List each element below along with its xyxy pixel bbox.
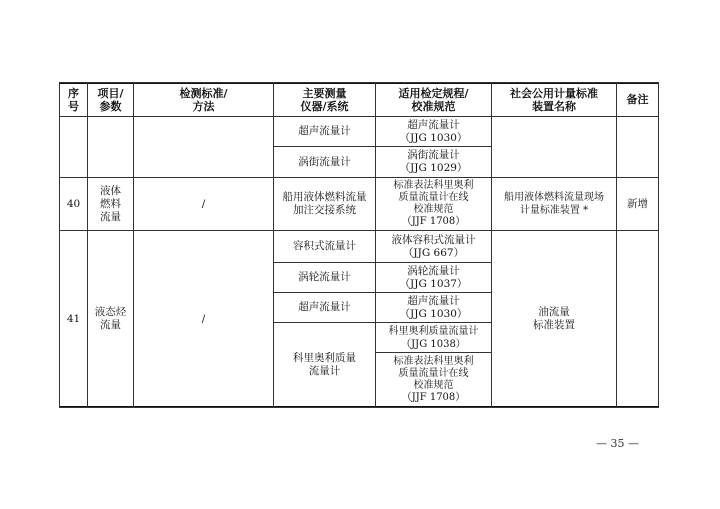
header-instrument: 主要测量 仪器/系统 <box>273 82 375 116</box>
row40-item: 液体 燃料 流量 <box>87 177 133 230</box>
header-regulation: 适用检定规程/ 校准规范 <box>375 82 491 116</box>
cont-note <box>616 116 659 177</box>
header-method: 检测标准/ 方法 <box>133 82 273 116</box>
row41-reg-jjg1038: 科里奥利质量流量计 （JJG 1038） <box>375 322 491 352</box>
header-item: 项目/ 参数 <box>87 82 133 116</box>
row40-standard: 船用液体燃料流量现场 计量标准装置 * <box>491 177 616 230</box>
row41-item: 液态烃 流量 <box>87 230 133 408</box>
row41-reg-jjg667: 液体容积式流量计 （JJG 667） <box>375 230 491 262</box>
standards-table <box>59 82 659 408</box>
row40-regulation: 标准表法科里奥利 质量流量计在线 校准规范 （JJF 1708） <box>375 177 491 230</box>
row41-standard: 油流量 标准装置 <box>491 230 616 408</box>
cont-method <box>133 116 273 177</box>
row41-instrument-coriolis: 科里奥利质量 流量计 <box>273 322 375 408</box>
row41-note <box>616 230 659 408</box>
row41-reg-jjf1708: 标准表法科里奥利 质量流量计在线 校准规范 （JJF 1708） <box>375 352 491 408</box>
row40-no: 40 <box>59 177 87 230</box>
cont-no <box>59 116 87 177</box>
row40-instrument: 船用液体燃料流量 加注交接系统 <box>273 177 375 230</box>
row41-reg-jjg1030: 超声流量计 （JJG 1030） <box>375 292 491 322</box>
header-standard: 社会公用计量标准 装置名称 <box>491 82 616 116</box>
page-number: — 35 — <box>596 437 639 450</box>
row41-reg-jjg1037: 涡轮流量计 （JJG 1037） <box>375 262 491 292</box>
cont-reg-ultrasonic: 超声流量计 （JJG 1030） <box>375 116 491 146</box>
header-no: 序 号 <box>59 82 87 116</box>
row41-method: / <box>133 230 273 408</box>
row41-instrument-turbine: 涡轮流量计 <box>273 262 375 292</box>
row40-note: 新增 <box>616 177 659 230</box>
cont-instrument-vortex: 涡街流量计 <box>273 146 375 177</box>
row40-method: / <box>133 177 273 230</box>
row41-no: 41 <box>59 230 87 408</box>
header-note: 备注 <box>616 82 659 116</box>
cont-instrument-ultrasonic: 超声流量计 <box>273 116 375 146</box>
cont-item <box>87 116 133 177</box>
cont-standard <box>491 116 616 177</box>
row41-instrument-ultrasonic: 超声流量计 <box>273 292 375 322</box>
cont-reg-vortex: 涡街流量计 （JJG 1029） <box>375 146 491 177</box>
row41-instrument-positive-displacement: 容积式流量计 <box>273 230 375 262</box>
